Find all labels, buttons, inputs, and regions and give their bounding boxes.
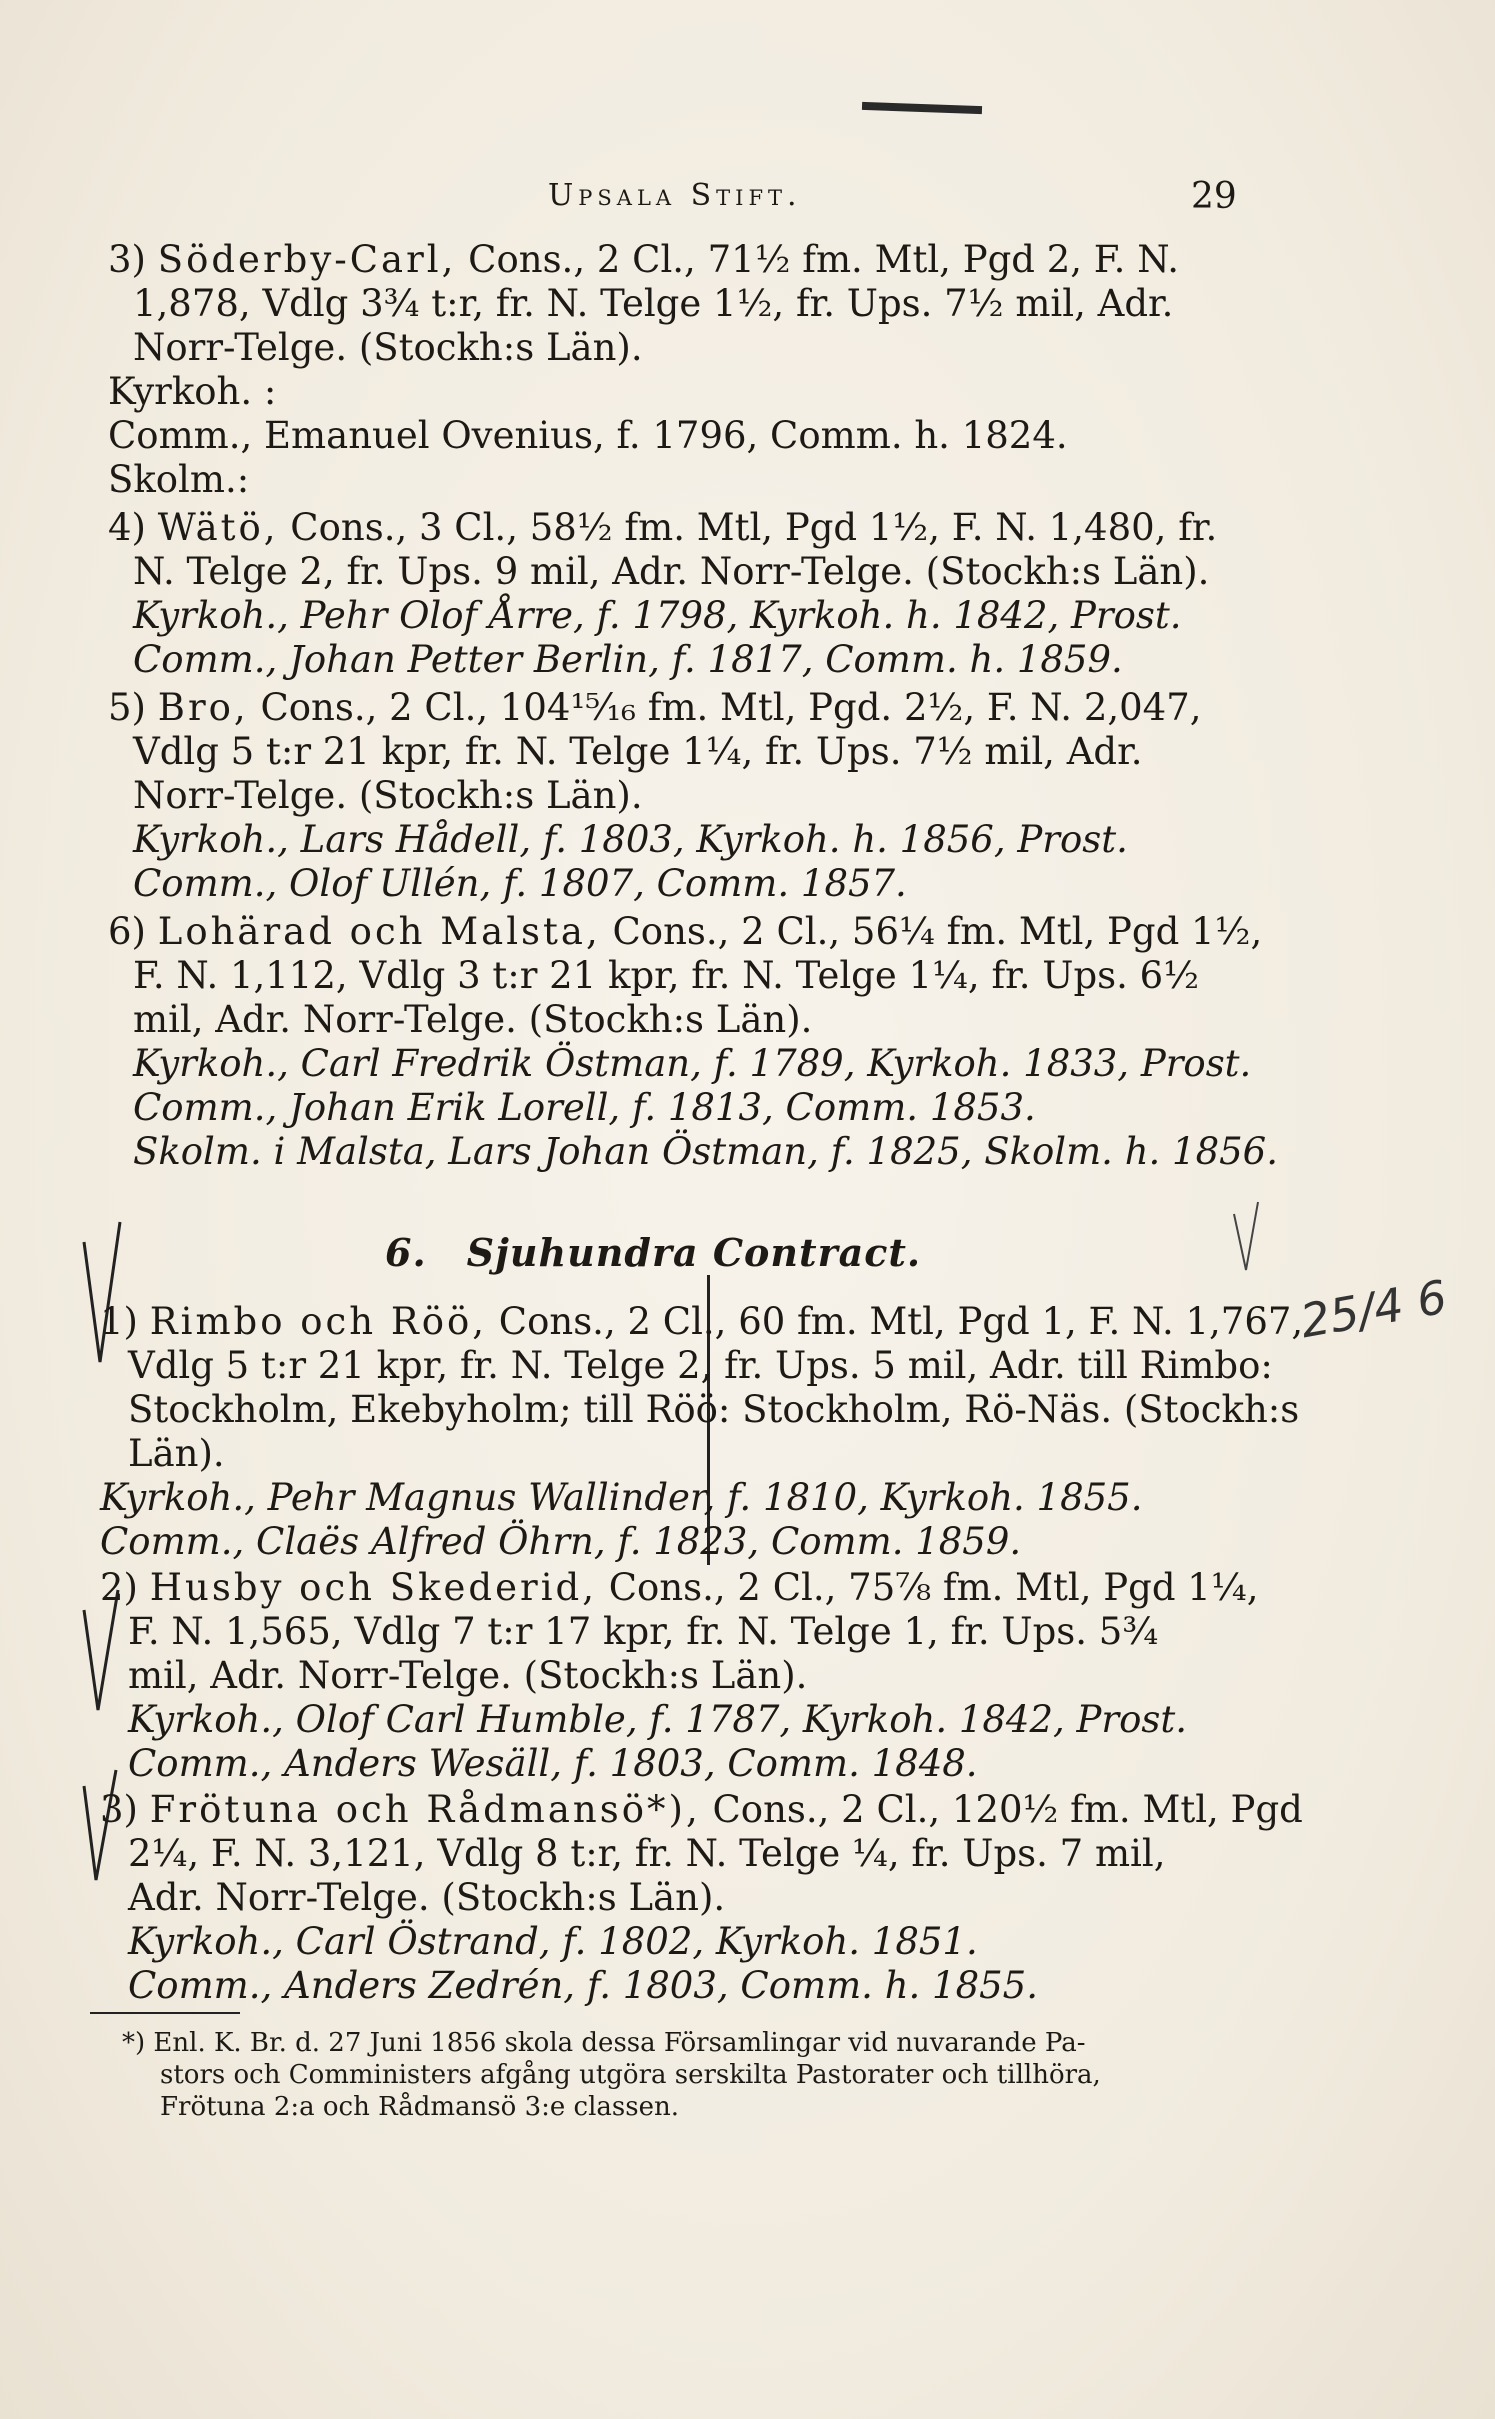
entry-5-line-5: Comm., Olof Ullén, f. 1807, Comm. 1857. [133,862,907,905]
entry-6-line-4: Kyrkoh., Carl Fredrik Östman, f. 1789, Kyrkoh. 1833, Prost. [133,1042,1252,1085]
entry-5-line-3: Norr-Telge. (Stockh:s Län). [133,774,643,817]
entry-4-line-2: N. Telge 2, fr. Ups. 9 mil, Adr. Norr-Telge. (Stockh:s Län). [133,550,1210,593]
entry-b1-line-4: Län). [128,1432,225,1475]
entry-b1-line-1: 1) Rimbo och Röö, Cons., 2 Cl., 60 fm. Mtl, Pgd 1, F. N. 1,767, [100,1300,1304,1343]
section-heading: 6. Sjuhundra Contract. [385,1230,922,1275]
entry-b2-line-1: 2) Husby och Skederid, Cons., 2 Cl., 75⅞ fm. Mtl, Pgd 1¼, [100,1566,1259,1609]
entry-b2-line-4: Kyrkoh., Olof Carl Humble, f. 1787, Kyrkoh. 1842, Prost. [128,1698,1187,1741]
entry-3-line-3: Norr-Telge. (Stockh:s Län). [133,326,643,369]
pencil-margin-note: 25/4 6 [1296,1269,1451,1349]
entry-b1-line-3: Stockholm, Ekebyholm; till Röö: Stockholm, Rö-Näs. (Stockh:s [128,1388,1300,1431]
entry-6-line-1: 6) Lohärad och Malsta, Cons., 2 Cl., 56¼ fm. Mtl, Pgd 1½, [108,910,1263,953]
entry-5-line-2: Vdlg 5 t:r 21 kpr, fr. N. Telge 1¼, fr. Ups. 7½ mil, Adr. [133,730,1143,773]
entry-3-line-1: 3) Söderby-Carl, Cons., 2 Cl., 71½ fm. Mtl, Pgd 2, F. N. [108,238,1179,281]
entry-b3-line-3: Adr. Norr-Telge. (Stockh:s Län). [128,1876,726,1919]
entry-b1-line-5: Kyrkoh., Pehr Magnus Wallinder, f. 1810, Kyrkoh. 1855. [100,1476,1143,1519]
entry-b1-line-2: Vdlg 5 t:r 21 kpr, fr. N. Telge 2, fr. Ups. 5 mil, Adr. till Rimbo: [128,1344,1273,1387]
running-title: Upsala Stift. [548,178,802,213]
entry-b3-line-5: Comm., Anders Zedrén, f. 1803, Comm. h. 1855. [128,1964,1038,2007]
entry-6-line-3: mil, Adr. Norr-Telge. (Stockh:s Län). [133,998,813,1041]
entry-b2-line-2: F. N. 1,565, Vdlg 7 t:r 17 kpr, fr. N. Telge 1, fr. Ups. 5¾ [128,1610,1159,1653]
entry-b3-line-4: Kyrkoh., Carl Östrand, f. 1802, Kyrkoh. 1851. [128,1920,978,1963]
entry-4-line-3: Kyrkoh., Pehr Olof Årre, f. 1798, Kyrkoh. h. 1842, Prost. [133,594,1182,637]
footnote-line-1: *) Enl. K. Br. d. 27 Juni 1856 skola dessa Församlingar vid nuvarande Pa- [122,2028,1086,2058]
entry-6-line-2: F. N. 1,112, Vdlg 3 t:r 21 kpr, fr. N. Telge 1¼, fr. Ups. 6½ [133,954,1200,997]
entry-3-line-5: Comm., Emanuel Ovenius, f. 1796, Comm. h. 1824. [108,414,1068,457]
footnote-line-3: Frötuna 2:a och Rådmansö 3:e classen. [160,2092,680,2122]
entry-3-line-4: Kyrkoh. : [108,370,277,413]
entry-b2-line-3: mil, Adr. Norr-Telge. (Stockh:s Län). [128,1654,808,1697]
entry-6-line-5: Comm., Johan Erik Lorell, f. 1813, Comm. 1853. [133,1086,1036,1129]
entry-b1-line-6: Comm., Claës Alfred Öhrn, f. 1823, Comm. 1859. [100,1520,1022,1563]
entry-4-line-4: Comm., Johan Petter Berlin, f. 1817, Comm. h. 1859. [133,638,1123,681]
entry-b3-line-2: 2¼, F. N. 3,121, Vdlg 8 t:r, fr. N. Telge ¼, fr. Ups. 7 mil, [128,1832,1166,1875]
entry-3-line-2: 1,878, Vdlg 3¾ t:r, fr. N. Telge 1½, fr. Ups. 7½ mil, Adr. [133,282,1174,325]
entry-5-line-4: Kyrkoh., Lars Hådell, f. 1803, Kyrkoh. h. 1856, Prost. [133,818,1128,861]
entry-b2-line-5: Comm., Anders Wesäll, f. 1803, Comm. 1848. [128,1742,978,1785]
entry-5-line-1: 5) Bro, Cons., 2 Cl., 104¹⁵⁄₁₆ fm. Mtl, Pgd. 2½, F. N. 2,047, [108,686,1202,729]
pencil-check-mark-1 [82,1222,122,1372]
pencil-check-mark-margin [1232,1200,1262,1280]
scan-edge-mark [862,102,982,114]
entry-6-line-6: Skolm. i Malsta, Lars Johan Östman, f. 1825, Skolm. h. 1856. [133,1130,1278,1173]
entry-4-line-1: 4) Wätö, Cons., 3 Cl., 58½ fm. Mtl, Pgd 1½, F. N. 1,480, fr. [108,506,1218,549]
footnote-line-2: stors och Comministers afgång utgöra serskilta Pastorater och tillhöra, [160,2060,1101,2090]
entry-3-line-6: Skolm.: [108,458,250,501]
entry-b3-line-1: 3) Frötuna och Rådmansö*), Cons., 2 Cl., 120½ fm. Mtl, Pgd [100,1788,1303,1831]
page-number: 29 [1191,176,1237,217]
footnote-divider [90,2012,240,2014]
